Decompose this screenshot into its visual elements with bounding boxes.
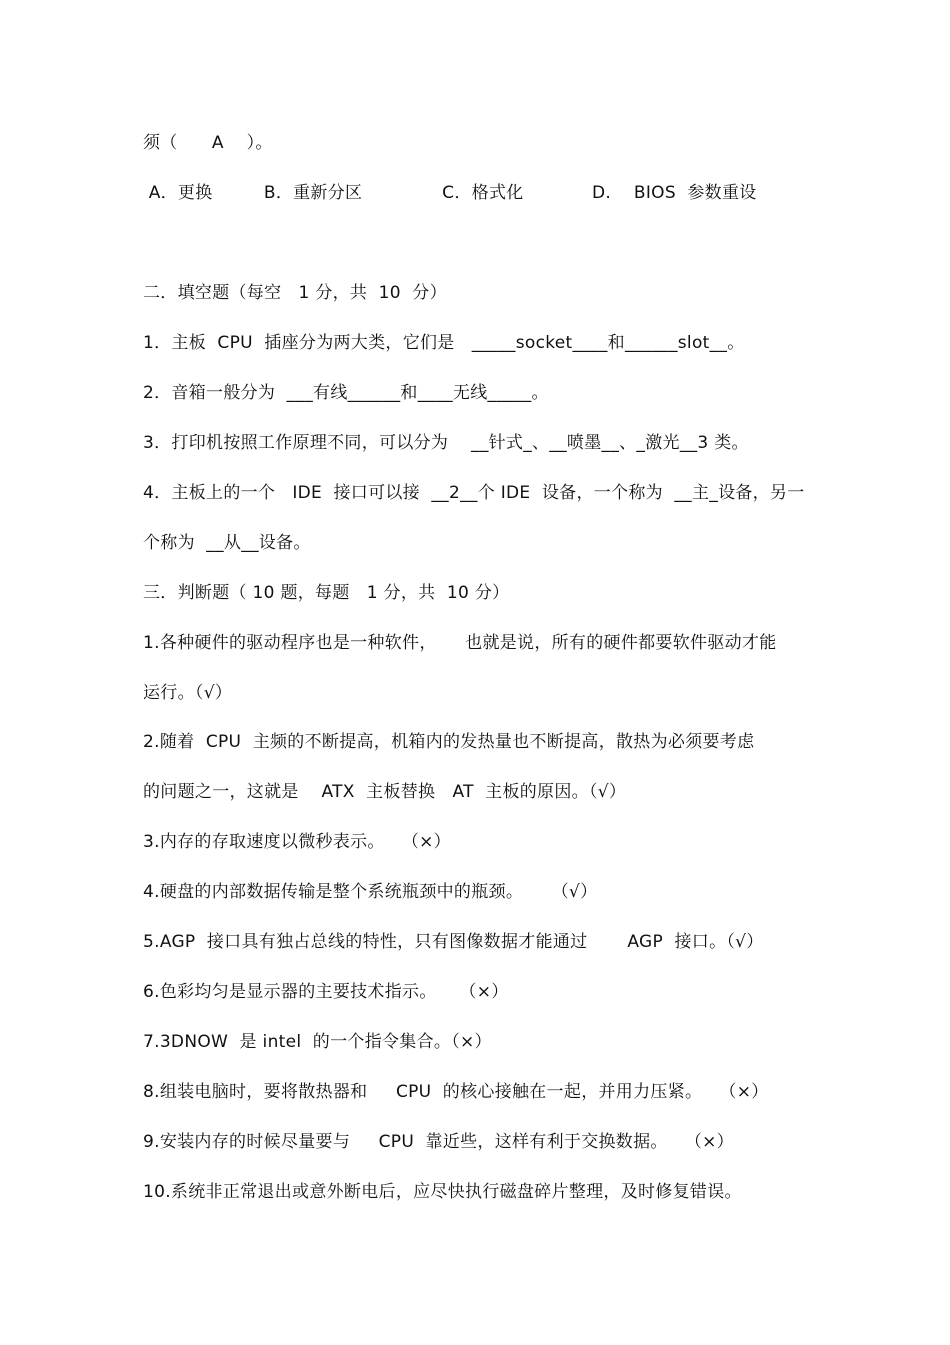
fill-q3: 3．打印机按照工作原理不同，可以分为 __针式_、__喷墨__、_激光__3 类。	[143, 433, 749, 453]
fill-q1: 1．主板 CPU 插座分为两大类，它们是 _____socket____和______slot__。	[143, 333, 745, 353]
q-continuation-line: 须（ A ）。	[143, 133, 273, 153]
judge-q2-cont: 的问题之一，这就是 ATX 主板替换 AT 主板的原因。（√）	[143, 782, 627, 802]
section-2-heading: 二．填空题（每空 1 分，共 10 分）	[143, 283, 447, 303]
judge-q1-cont: 运行。（√）	[143, 683, 233, 703]
fill-q2: 2．音箱一般分为 ___有线______和____无线_____。	[143, 383, 549, 403]
judge-q4: 4.硬盘的内部数据传输是整个系统瓶颈中的瓶颈。 （√）	[143, 882, 598, 902]
fill-q4-cont: 个称为 __从__设备。	[143, 533, 311, 553]
fill-q4: 4．主板上的一个 IDE 接口可以接 __2__个 IDE 设备，一个称为 __主_设备，另一	[143, 483, 805, 503]
judge-q2: 2.随着 CPU 主频的不断提高，机箱内的发热量也不断提高，散热为必须要考虑	[143, 732, 755, 752]
judge-q1: 1.各种硬件的驱动程序也是一种软件， 也就是说，所有的硬件都要软件驱动才能	[143, 633, 777, 653]
judge-q6: 6.色彩均匀是显示器的主要技术指示。 （×）	[143, 982, 509, 1002]
judge-q7: 7.3DNOW 是 intel 的一个指令集合。（×）	[143, 1032, 492, 1052]
judge-q5: 5.AGP 接口具有独占总线的特性，只有图像数据才能通过 AGP 接口。（√）	[143, 932, 764, 952]
q-options-line: A．更换 B．重新分区 C．格式化 D. BIOS 参数重设	[143, 183, 757, 203]
judge-q3: 3.内存的存取速度以微秒表示。 （×）	[143, 832, 451, 852]
section-3-heading: 三．判断题（ 10 题，每题 1 分，共 10 分）	[143, 583, 510, 603]
judge-q10: 10.系统非正常退出或意外断电后，应尽快执行磁盘碎片整理，及时修复错误。	[143, 1182, 742, 1202]
judge-q9: 9.安装内存的时候尽量要与 CPU 靠近些，这样有利于交换数据。 （×）	[143, 1132, 734, 1152]
judge-q8: 8.组装电脑时，要将散热器和 CPU 的核心接触在一起，并用力压紧。 （×）	[143, 1082, 769, 1102]
